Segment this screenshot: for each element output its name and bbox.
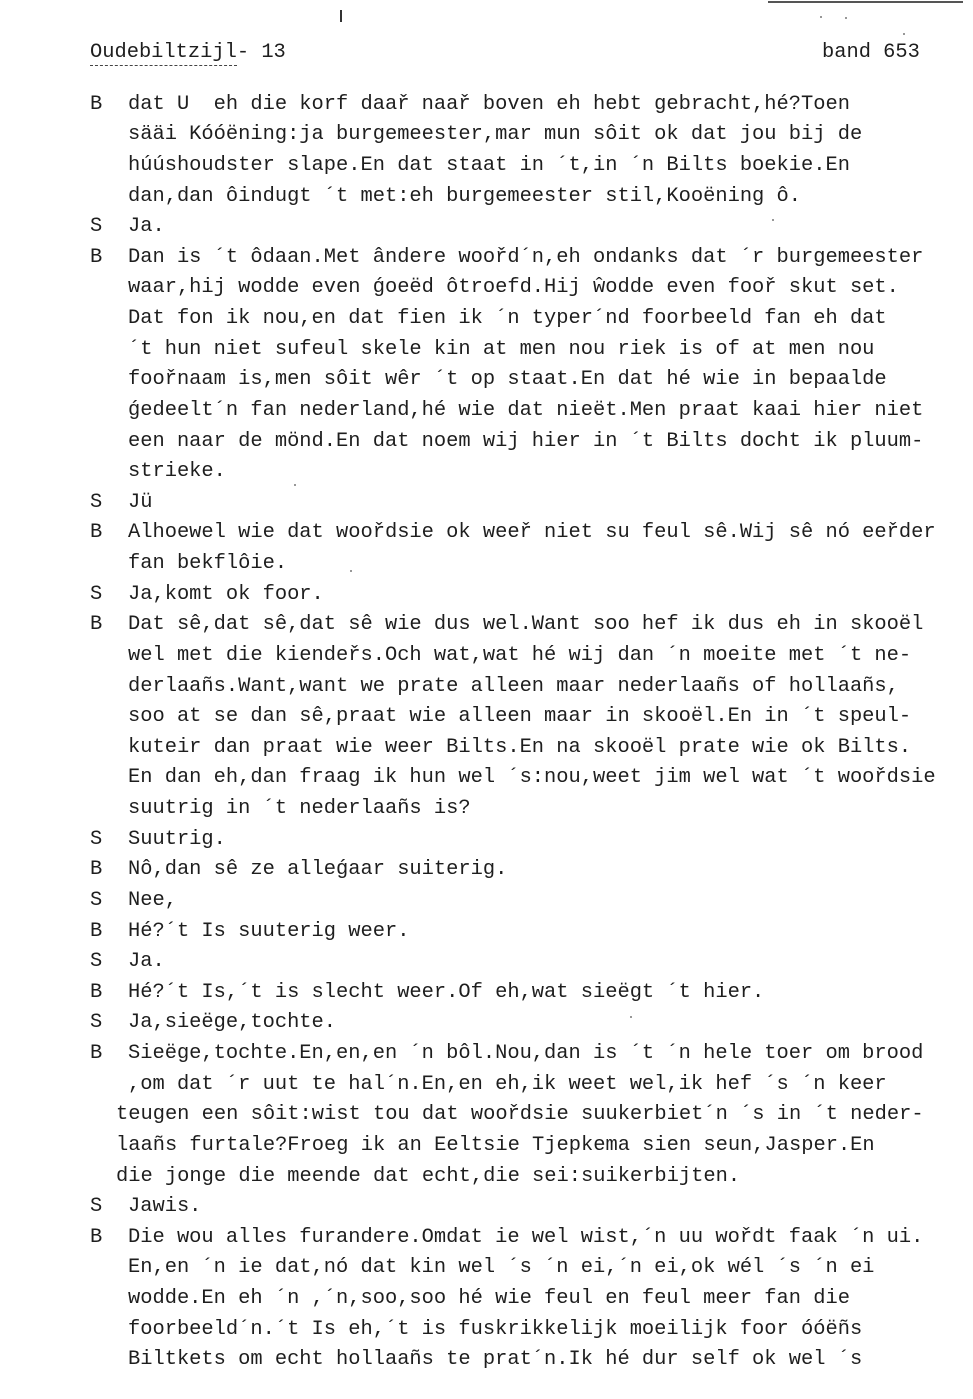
header-place: Oudebiltzijl <box>90 41 237 64</box>
speaker-label <box>90 1253 128 1284</box>
transcript-line <box>90 794 960 825</box>
line-text: Suutrig. <box>128 827 226 851</box>
transcript-line <box>90 825 960 856</box>
line-text: suutrig in ´t nederlaañs is? <box>128 797 471 821</box>
line-text: En dan eh,dan fraag ik hun wel ´s:nou,weet jim wel wat ´t woořdsie <box>128 766 936 790</box>
line-text: strieke. <box>128 460 226 484</box>
line-text: laañs furtale?Froeg ik an Eeltsie Tjepkema sien seun,Jasper.En <box>116 1133 875 1157</box>
speaker-label <box>90 1070 128 1101</box>
speaker-label <box>90 365 128 396</box>
line-text: Die wou alles furandere.Omdat ie wel wist,´n uu wořdt faak ´n ui. <box>128 1225 924 1249</box>
speaker-label: S <box>90 215 103 239</box>
speaker-label <box>90 120 128 151</box>
stray-mark <box>340 10 342 22</box>
transcript-line <box>90 1039 960 1070</box>
transcript-line <box>90 457 960 488</box>
speaker-label <box>90 182 128 213</box>
transcript-line <box>90 243 960 274</box>
speck <box>820 16 822 18</box>
speaker-label <box>90 427 128 458</box>
speaker-label <box>90 151 128 182</box>
line-text: ´t hun niet sufeul skele kin at men nou riek is of at men nou <box>128 337 875 361</box>
line-text: Jü <box>128 490 153 514</box>
transcript-line <box>90 1223 960 1254</box>
speaker-label: S <box>90 490 103 514</box>
speck <box>903 33 905 35</box>
transcript-line <box>90 1315 960 1346</box>
header-band: band 653 <box>822 41 920 64</box>
transcript-line <box>90 641 960 672</box>
transcript-line <box>90 886 960 917</box>
line-text: Ja,sieëge,tochte. <box>128 1011 337 1035</box>
transcript-line <box>90 733 960 764</box>
transcript-line <box>90 273 960 304</box>
speaker-label <box>90 794 128 825</box>
transcript-line <box>90 763 960 794</box>
transcript-line <box>90 672 960 703</box>
speaker-label <box>90 457 128 488</box>
transcript-line <box>90 917 960 948</box>
transcript-line <box>90 335 960 366</box>
transcript-line <box>90 518 960 549</box>
speaker-label: S <box>90 1195 103 1219</box>
line-text: Sieëge,tochte.En,en,en ´n bôl.Nou,dan is ´t ´n hele toer om brood <box>128 1042 924 1066</box>
line-text: Dat fon ik nou,en dat fien ik ´n typer´nd foorbeeld fan eh dat <box>128 307 887 331</box>
line-text: Nô,dan sê ze alleǵaar suiterig. <box>128 858 508 882</box>
transcript-line <box>90 1100 960 1131</box>
speaker-label <box>90 733 128 764</box>
line-text: Hé?´t Is suuterig weer. <box>128 919 410 943</box>
speaker-label: B <box>90 858 103 882</box>
speaker-label: B <box>90 613 103 637</box>
speaker-label: B <box>90 980 103 1004</box>
transcript-line <box>90 1131 960 1162</box>
transcript-line <box>90 1192 960 1223</box>
transcript-line <box>90 1253 960 1284</box>
line-text: sääi Kóóëning:ja burgemeester,mar mun sôit ok dat jou bij de <box>128 123 863 147</box>
speaker-label <box>90 549 128 580</box>
transcript-line <box>90 1345 960 1376</box>
line-text: dan,dan ôindugt ´t met:eh burgemeester stil,Kooëning ô. <box>128 184 802 208</box>
speaker-label: B <box>90 1042 103 1066</box>
speaker-label: B <box>90 92 103 116</box>
line-text: kuteir dan praat wie weer Bilts.En na skooël prate wie ok Bilts. <box>128 735 912 759</box>
transcript-line <box>90 1162 960 1193</box>
transcript-line <box>90 212 960 243</box>
line-text: teugen een sôit:wist tou dat woořdsie suukerbiet´n ´s in ´t neder- <box>116 1103 924 1127</box>
line-text: soo at se dan sê,praat wie alleen maar in skooël.En in ´t speul- <box>128 705 912 729</box>
line-text: Hé?´t Is,´t is slecht weer.Of eh,wat sieëgt ´t hier. <box>128 980 765 1004</box>
transcript-line <box>90 610 960 641</box>
line-text: Alhoewel wie dat woořdsie ok weeř niet su feul sê.Wij sê nó eeřder <box>128 521 936 545</box>
line-text: wodde.En eh ´n ,´n,soo,soo hé wie feul en feul meer fan die <box>128 1287 850 1311</box>
speaker-label: S <box>90 582 103 606</box>
line-text: Nee, <box>128 888 177 912</box>
speaker-label <box>90 396 128 427</box>
header-page-number: - 13 <box>236 41 286 64</box>
speaker-label <box>90 702 128 733</box>
transcript-line <box>90 1008 960 1039</box>
speaker-label <box>90 641 128 672</box>
speaker-label <box>90 1345 128 1376</box>
line-text: Ja. <box>128 950 165 974</box>
line-text: Ja,komt ok foor. <box>128 582 324 606</box>
transcript-line <box>90 304 960 335</box>
transcript-line <box>90 947 960 978</box>
line-text: Ja. <box>128 215 165 239</box>
transcript-line <box>90 1284 960 1315</box>
line-text: waar,hij wodde even ǵoeëd ôtroefd.Hij ŵodde even fooř skut set. <box>128 276 899 300</box>
line-text: Dan is ´t ôdaan.Met ândere woořd´n,eh ondanks dat ´r burgemeester <box>128 245 924 269</box>
line-text: wel met die kiendeřs.Och wat,wat hé wij dan ´n moeite met ´t ne- <box>128 643 912 667</box>
transcript-line <box>90 427 960 458</box>
transcript-line <box>90 365 960 396</box>
speaker-label: S <box>90 888 103 912</box>
line-text: dat U eh die korf daař naař boven eh hebt gebracht,hé?Toen <box>128 92 850 116</box>
line-text: foořnaam is,men sôit wêr ´t op staat.En dat hé wie in bepaalde <box>128 368 887 392</box>
speaker-label <box>90 304 128 335</box>
line-text: Biltkets om echt hollaañs te prat´n.Ik hé dur self ok wel ´s <box>128 1348 863 1372</box>
transcript-line <box>90 151 960 182</box>
transcript-line <box>90 182 960 213</box>
transcript-line <box>90 488 960 519</box>
speck <box>845 17 847 19</box>
speaker-label: B <box>90 1225 103 1249</box>
transcript-line <box>90 978 960 1009</box>
speaker-label <box>90 335 128 366</box>
line-text: Jawis. <box>128 1195 202 1219</box>
speaker-label: B <box>90 245 103 269</box>
transcript <box>90 90 960 1376</box>
line-text: Dat sê,dat sê,dat sê wie dus wel.Want soo hef ik dus eh in skooël <box>128 613 924 637</box>
transcript-line <box>90 1070 960 1101</box>
speaker-label <box>90 1315 128 1346</box>
speaker-label: B <box>90 919 103 943</box>
line-text: derlaañs.Want,want we prate alleen maar nederlaañs of hollaañs, <box>128 674 899 698</box>
line-text: ǵedeelt´n fan nederland,hé wie dat nieët.Men praat kaai hier niet <box>128 398 924 422</box>
speaker-label <box>90 763 128 794</box>
speaker-label: B <box>90 521 103 545</box>
speaker-label <box>90 273 128 304</box>
line-text: fan bekflôie. <box>128 552 288 576</box>
transcript-line <box>90 580 960 611</box>
speaker-label: S <box>90 950 103 974</box>
line-text: húúshoudster slape.En dat staat in ´t,in ´n Bilts boekie.En <box>128 153 850 177</box>
line-text: foorbeeld´n.´t Is eh,´t is fuskrikkelijk moeilijk foor óóëñs <box>128 1317 863 1341</box>
speaker-label <box>90 1284 128 1315</box>
transcript-line <box>90 549 960 580</box>
transcript-line <box>90 855 960 886</box>
page-header-title <box>90 38 286 68</box>
top-rule <box>768 1 963 3</box>
line-text: ,om dat ´r uut te hal´n.En,en eh,ik weet wel,ik hef ´s ´n keer <box>128 1072 887 1096</box>
speaker-label: S <box>90 827 103 851</box>
line-text: een naar de mönd.En dat noem wij hier in ´t Bilts docht ik pluum- <box>128 429 924 453</box>
transcript-line <box>90 90 960 121</box>
speaker-label <box>90 672 128 703</box>
line-text: En,en ´n ie dat,nó dat kin wel ´s ´n ei,´n ei,ok wél ´s ´n ei <box>128 1256 875 1280</box>
transcript-line <box>90 396 960 427</box>
transcript-line <box>90 120 960 151</box>
line-text: die jonge die meende dat echt,die sei:suikerbijten. <box>116 1164 741 1188</box>
transcript-line <box>90 702 960 733</box>
speaker-label: S <box>90 1011 103 1035</box>
